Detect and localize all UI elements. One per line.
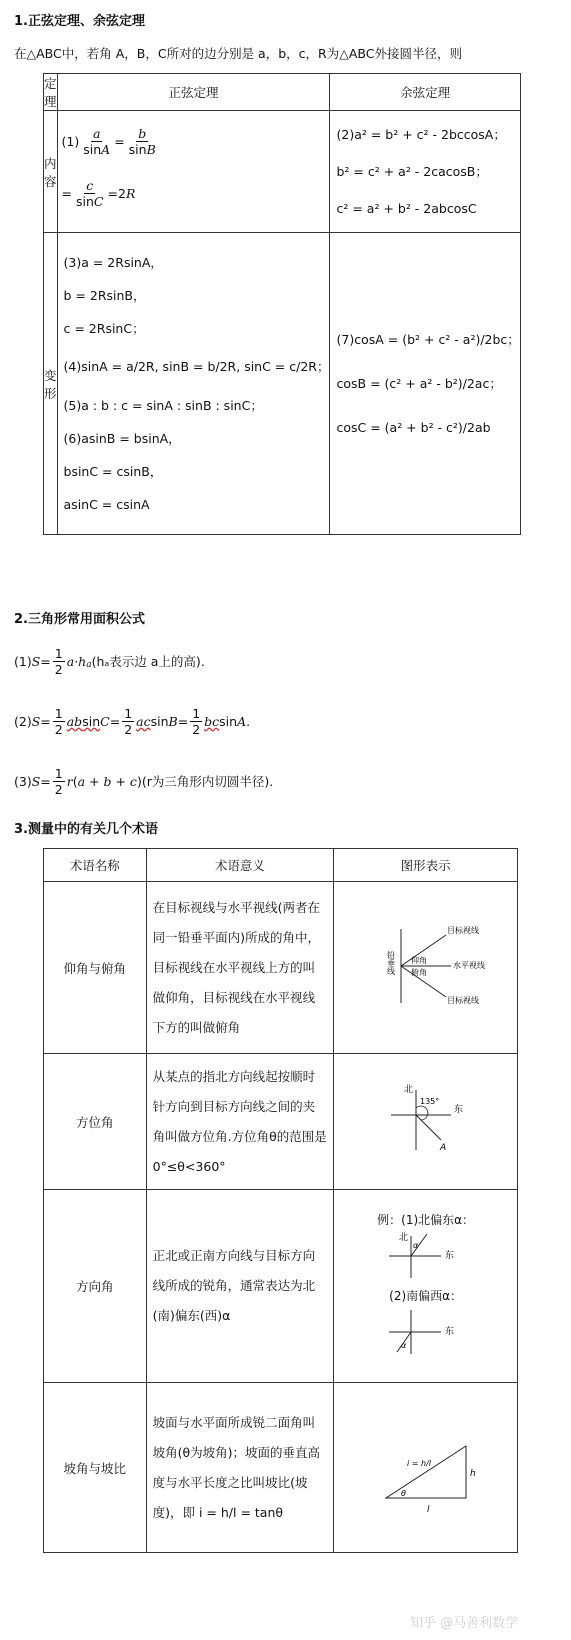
- sine-transform-6b: bsinC = csinB，: [63, 464, 163, 479]
- fig3-example-1: 例：(1)北偏东α：: [377, 1213, 475, 1227]
- fig2-label-east: 东: [453, 1105, 463, 1115]
- term-meaning-direction: 正北或正南方向线与目标方向线所成的锐角，通常表达为北(南)偏东(西)α: [146, 1190, 334, 1383]
- azimuth-diagram: [376, 1080, 476, 1160]
- direction-diagram-1: [381, 1228, 471, 1284]
- fig1-label-horizontal: 水平视线: [452, 961, 485, 970]
- figure-azimuth: [334, 1054, 518, 1190]
- section1-intro: 在△ABC中，若角 A，B，C所对的边分别是 a，b，c，R为△ABC外接圆半径，则: [14, 46, 462, 61]
- section1-title: 1.正弦定理、余弦定理: [14, 14, 145, 29]
- cos-formula-c: c² = a² + b² - 2abcosC: [336, 201, 477, 216]
- area-formula-3: (3) S = $\frac{1}{2}$ r ( a + b + c ) (r为三角形内切圆半径).: [14, 765, 274, 797]
- fig2-label-a: A: [439, 1143, 446, 1153]
- terms-table: [43, 848, 518, 1553]
- row-label-transform: 变形: [44, 233, 58, 535]
- fig3b-label-east: 东: [444, 1327, 454, 1337]
- sine-transform-3: (3)a = 2RsinA，: [63, 255, 163, 270]
- fig3b-label-alpha: α: [400, 1341, 406, 1350]
- fig4-label-l: l: [426, 1505, 430, 1515]
- term-name-slope: 坡角与坡比: [44, 1383, 147, 1553]
- cos-transform-b: cosB = (c² + a² - b²)/2ac；: [336, 375, 502, 391]
- term-name-elevation: 仰角与俯角: [44, 882, 147, 1054]
- area-formula-3-note: (r为三角形内切圆半径).: [141, 774, 274, 789]
- term-meaning-elevation: 在目标视线与水平视线(两者在同一铅垂平面内)所成的角中，目标视线在水平视线上方的叫做仰角，目标视线在水平视线下方的叫做俯角: [146, 882, 334, 1054]
- term-meaning-slope: 坡面与水平面所成锐二面角叫坡角(θ为坡角)；坡面的垂直高度与水平长度之比叫坡比(坡度)，即 i = h/l = tanθ: [146, 1383, 334, 1553]
- sine-content-cell: (1) $\frac{a}{\sin A}$ = $\frac{b}{\sin B}$ = $\frac{c}{\sin C}$ =2 R: [57, 111, 330, 233]
- theorem-table: [43, 73, 521, 535]
- cos-transform-c: cosC = (a² + b² - c²)/2ab: [336, 419, 491, 435]
- term-name-azimuth: 方位角: [44, 1054, 147, 1190]
- fig1-label-elevation: 仰角: [410, 956, 427, 965]
- fig3-label-east: 东: [444, 1251, 454, 1261]
- area-formula-2-end: .: [246, 713, 251, 729]
- fig2-label-north: 北: [403, 1085, 413, 1095]
- fig4-label-h: h: [469, 1469, 476, 1479]
- col-header-theorem: 定理: [44, 74, 58, 111]
- area-formula-1-note: (hₐ表示边 a上的高).: [91, 654, 205, 669]
- col-header-sine: 正弦定理: [57, 74, 330, 111]
- sine-transform-cell: [57, 233, 330, 535]
- term-meaning-azimuth: 从某点的指北方向线起按顺时针方向到目标方向线之间的夹角叫做方位角.方位角θ的范围是 0°≤θ<360°: [146, 1054, 334, 1190]
- cos-formula-a: (2)a² = b² + c² - 2bccosA；: [336, 127, 506, 142]
- watermark: 知乎 @马善利数学: [410, 1616, 519, 1631]
- cos-formula-b: b² = c² + a² - 2cacosB；: [336, 164, 488, 179]
- section2-title: 2.三角形常用面积公式: [14, 612, 145, 627]
- fig2-label-angle: 135°: [419, 1097, 439, 1106]
- sine-transform-4: (4)sinA = a/2R, sinB = b/2R, sinC = c/2R；: [63, 359, 330, 374]
- cosine-transform-cell: [330, 233, 520, 535]
- figure-slope: [334, 1383, 518, 1553]
- fig1-label-vertical: 铅垂线: [386, 951, 396, 975]
- sine-transform-5: (5)a : b : c = sinA : sinB : sinC；: [63, 398, 263, 413]
- sine-transform-6: (6)asinB = bsinA，: [63, 431, 181, 446]
- area-formula-1: (1) S = $\frac{1}{2}$ a · h a (hₐ表示边 a上的高).: [14, 645, 205, 677]
- fig1-label-target-down: 目标视线: [446, 996, 479, 1005]
- area-formula-2: (2) S = $\frac{1}{2}$ ab sin C = $\frac{1}{2}$ ac sin B = $\frac{1}{2}$ bc sin A .: [14, 705, 251, 737]
- fig3-example-2: (2)南偏西α：: [389, 1289, 463, 1303]
- col-header-meaning: 术语意义: [146, 849, 334, 882]
- figure-direction: [334, 1190, 518, 1383]
- fig3-label-alpha: α: [412, 1241, 418, 1250]
- section3-title: 3.测量中的有关几个术语: [14, 822, 158, 837]
- figure-elevation: [334, 882, 518, 1054]
- col-header-figure: 图形表示: [334, 849, 518, 882]
- direction-diagram-2: [381, 1304, 471, 1360]
- elevation-diagram: [361, 921, 491, 1011]
- fig1-label-depression: 俯角: [410, 968, 427, 977]
- fig1-label-target-up: 目标视线: [446, 926, 479, 935]
- col-header-cosine: 余弦定理: [330, 74, 520, 111]
- col-header-term: 术语名称: [44, 849, 147, 882]
- cosine-content-cell: [330, 111, 520, 233]
- fig4-label-theta: θ: [400, 1489, 406, 1498]
- slope-diagram: [371, 1416, 481, 1516]
- sine-transform-3c: c = 2RsinC；: [63, 321, 145, 336]
- row-label-content: 内容: [44, 111, 58, 233]
- sine-transform-6c: asinC = csinA: [63, 497, 150, 512]
- cos-transform-a: (7)cosA = (b² + c² - a²)/2bc；: [336, 331, 520, 347]
- fig4-label-ratio: i = h/l: [406, 1459, 431, 1468]
- term-name-direction: 方向角: [44, 1190, 147, 1383]
- fig3-label-north: 北: [398, 1233, 408, 1243]
- sine-transform-3b: b = 2RsinB，: [63, 288, 146, 303]
